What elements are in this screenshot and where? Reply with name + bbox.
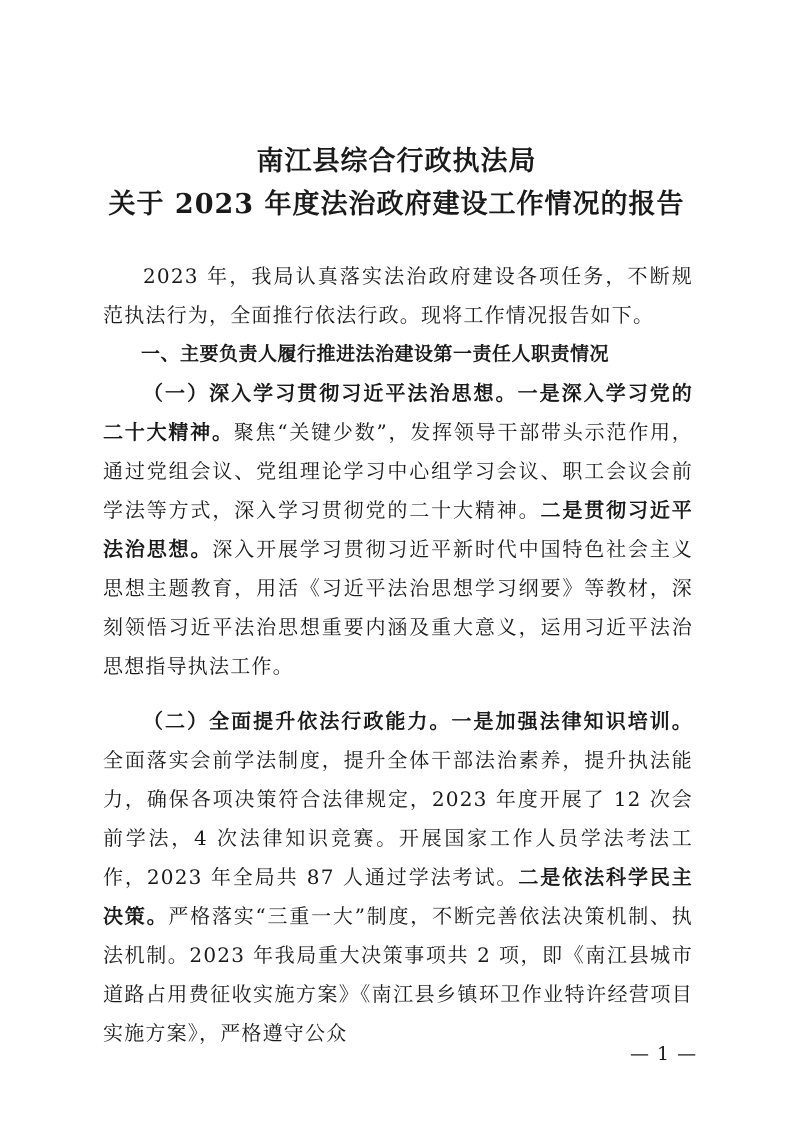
subsection-2-paragraph [103,702,693,1053]
sub2-point2-text: 严格落实“三重一大”制度，不断完善依法决策机制、执法机制。2023 年我局重大决策事项共 2 项，即《南江县城市道路占用费征收实施方案》《南江县乡镇环卫作业特许经营项目实施方案》，严格遵守公众 [103,904,693,1045]
title-line-1: 南江县综合行政执法局 [256,146,537,177]
title-line-2: 关于 2023 年度法治政府建设工作情况的报告 [108,189,685,220]
sub1-point1-title: 一是深入学习党的二十大精神。 [103,381,693,444]
subsection-2-title: （二）全面提升依法行政能力。 [143,709,452,733]
sub2-point1-text: 全面落实会前学法制度，提升全体干部法治素养，提升执法能力，确保各项决策符合法律规定，2023 年度开展了 12 次会前学法，4 次法律知识竞赛。开展国家工作人员学法考法工作，2023 年全局共 87 人通过学法考试。 [103,748,693,889]
document-title [0,140,793,226]
intro-paragraph: 2023 年，我局认真落实法治政府建设各项任务，不断规范执法行为，全面推行依法行政。现将工作情况报告如下。 [103,264,693,327]
document-body [103,257,693,1053]
sub2-point2-title: 二是依法科学民主决策。 [103,865,693,928]
subsection-1-title: （一）深入学习贯彻习近平法治思想。 [143,381,518,405]
sub1-point2-title: 二是贯彻习近平法治思想。 [103,498,694,561]
sub1-point2-text: 深入开展学习贯彻习近平新时代中国特色社会主义思想主题教育，用活《习近平法治思想学习纲要》等教材，深刻领悟习近平法治思想重要内涵及重大意义，运用习近平法治思想指导执法工作。 [103,537,694,678]
section-1-heading: 一、主要负责人履行推进法治建设第一责任人职责情况 [141,343,610,365]
subsection-1-paragraph [103,374,693,686]
sub1-point1-text: 聚焦“关键少数”，发挥领导干部带头示范作用，通过党组会议、党组理论学习中心组学习会议、职工会议会前学法等方式，深入学习贯彻党的二十大精神。 [103,420,693,522]
page-number: — 1 — [630,1043,698,1065]
sub2-point1-title: 一是加强法律知识培训。 [451,709,693,733]
